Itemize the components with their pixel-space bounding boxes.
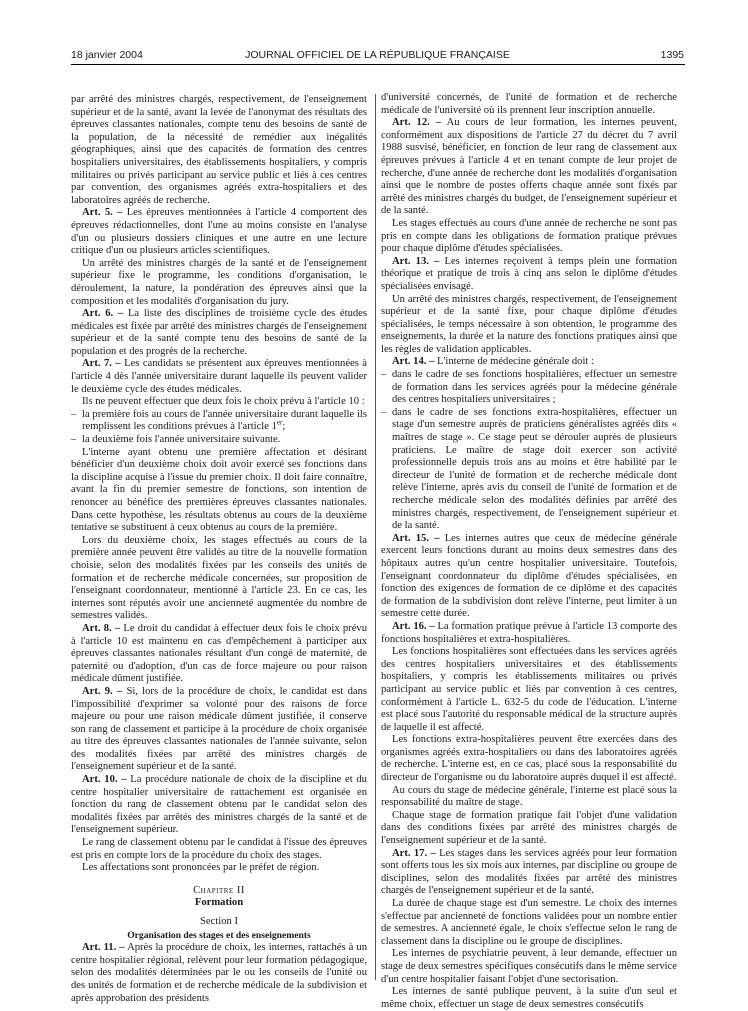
article-heading: Art. 6. – (82, 308, 124, 320)
paragraph: Au cours du stage de médecine générale, l'interne est placé sous la responsabilité du maître de stage. (381, 784, 677, 809)
article-heading: Art. 12. – (392, 117, 442, 129)
article-heading: Art. 5. – (82, 207, 123, 219)
article-heading: Art. 13. – (392, 255, 440, 267)
article-heading: Art. 8. – (82, 622, 121, 634)
article-text: Les stages dans les services agréés pour leur formation sont offerts tous les six mois aux internes, par discipline ou groupe de disciplines, selon des modalités fixées par arrêté des ministres chargés de l'enseignement supérieur et de la santé. (381, 847, 677, 897)
paragraph: L'interne ayant obtenu une première affectation et désirant bénéficier d'un deuxième choix doit avoir exercé ses fonctions dans la discipline acquise à l'issue du premier choix. Il doit faire connaître, avant la fin du premier semestre de fonctions, son intention de renoncer au bénéfice des premières épreuves classantes nationales. Dans cette hypothèse, les résultats obtenus au cours de la deuxième tentative se substituent à ceux obtenus au cours de la première. (71, 446, 367, 534)
section-number: Section I (200, 916, 238, 927)
chapter-title: Formation (194, 897, 244, 909)
paragraph: Un arrêté des ministres chargés de la santé et de l'enseignement supérieur fixe le programme, les conditions d'organisation, le déroulement, la nature, la pondération des épreuves ainsi que la composition et les modalités d'organisation du jury. (71, 257, 367, 307)
article-text: Les candidats se présentent aux épreuves mentionnées à l'article 4 dès l'année universitaire durant laquelle ils peuvent valider le deuxième cycle des études médicales. (71, 358, 367, 395)
article-8 (71, 623, 367, 686)
article-17 (381, 848, 677, 898)
paragraph: Les fonctions extra-hospitalières peuvent être exercées dans des organismes agréés extra-hospitaliers ou dans des laboratoires agréés de recherche. L'interne est, en ce cas, placé sous la responsabilité du directeur de l'organisme ou du laboratoire auprès duquel il est affecté. (381, 734, 677, 784)
article-15 (381, 533, 677, 621)
article-14 (381, 356, 677, 369)
article-heading: Art. 11. – (82, 942, 125, 954)
journal-title: JOURNAL OFFICIEL DE LA RÉPUBLIQUE FRANÇAISE (245, 49, 510, 61)
paragraph: Chaque stage de formation pratique fait l'objet d'une validation dans des conditions fixées par arrêté des ministres chargés de l'enseignement supérieur et de la santé. (381, 809, 677, 847)
article-heading: Art. 10. – (82, 774, 127, 786)
dash-list (71, 409, 367, 447)
paragraph: La durée de chaque stage est d'un semestre. Le choix des internes s'effectue par ancienneté de fonctions validées pour un nombre entier de semestres. A ancienneté égale, le choix s'effectue selon le rang de classement dans la discipline ou le groupe de disciplines. (381, 898, 677, 947)
section-title: Organisation des stages et des enseignements (127, 929, 311, 941)
dash-list (381, 369, 677, 533)
left-column (71, 94, 368, 1004)
article-7 (71, 358, 367, 396)
article-text: Les internes autres que ceux de médecine générale exercent leurs fonctions durant au moins deux semestres dans des hôpitaux autres qu'un centre hospitalier universitaire. Toutefois, l'enseignant coordonnateur du diplôme d'études spécialisées, en fonction des exigences de formation de ce diplôme et des capacités de formation de la subdivision dont relève l'interne, peut limiter à un semestre cette durée. (381, 532, 677, 620)
page-number: 1395 (660, 49, 684, 61)
issue-date: 18 janvier 2004 (71, 49, 143, 61)
article-5 (71, 207, 367, 257)
article-text: L'interne de médecine générale doit : (434, 356, 594, 368)
article-heading: Art. 15. – (392, 532, 440, 544)
list-item: – la première fois au cours de l'année universitaire durant laquelle ils remplissent les conditions prévues à l'article 1er; (71, 409, 367, 434)
article-heading: Art. 9. – (82, 685, 123, 697)
list-item: – dans le cadre de ses fonctions extra-hospitalières, effectuer un stage d'un semestre auprès de praticiens généralistes agréés dits « maîtres de stage ». Ce stage peut se dérouler auprès de plusieurs praticiens. Le maître de stage doit exercer son activité professionnelle depuis trois ans au moins et être habilité par le directeur de l'unité de formation et de recherche médicale dont relève l'interne, après avis du conseil de l'unité de formation et de recherche médicale selon des modalités définies par arrêté des ministres chargés, respectivement, de l'enseignement supérieur et de la santé. (381, 407, 677, 533)
list-item: – dans le cadre de ses fonctions hospitalières, effectuer un semestre de formation dans les services agréés pour la médecine générale des centres hospitaliers universitaires ; (381, 369, 677, 407)
chapter-number: Chapitre II (193, 884, 245, 896)
article-12 (381, 117, 677, 218)
article-text: La liste des disciplines de troisième cycle des études médicales est fixée par arrêté des ministres chargés de l'enseignement supérieur et de la santé compte tenu des besoins de santé de la population et des progrès de la recherche. (71, 308, 367, 357)
article-heading: Art. 16. – (392, 620, 435, 632)
article-10 (71, 774, 367, 837)
article-text: La formation pratique prévue à l'article 13 comporte des fonctions hospitalières et extra-hospitalières. (381, 620, 677, 645)
article-6 (71, 308, 367, 358)
article-13 (381, 256, 677, 294)
header-rule (71, 64, 685, 65)
article-text: Le droit du candidat à effectuer deux fois le choix prévu à l'article 10 est maintenu en cas d'empêchement à participer aux épreuves classantes nationales résultant d'un congé de maternité, de paternité ou d'adoption, d'un cas de force majeure ou pour raison médicale dûment justifiée. (71, 622, 368, 685)
right-column (381, 92, 677, 1010)
column-divider (375, 94, 376, 980)
paragraph: d'université concernés, de l'unité de formation et de recherche médicale de l'université où ils prennent leur inscription annuelle. (381, 92, 677, 116)
paragraph: Les stages effectués au cours d'une année de recherche ne sont pas pris en compte dans les obligations de formation pratique prévues pour chaque diplôme d'études spécialisées. (381, 217, 677, 255)
article-16 (381, 621, 677, 646)
chapter-heading (71, 885, 367, 942)
article-heading: Art. 14. – (392, 356, 435, 368)
page-header (71, 49, 684, 63)
article-9 (71, 686, 367, 774)
article-text: Au cours de leur formation, les internes peuvent, conformément aux dispositions de l'article 27 du décret du 7 avril 1988 susvisé, bénéficier, en fonction de leur rang de classement aux épreuves prévues à l'article 4 et en tenant compte de leur projet de recherche, d'une année de recherche dont les modalités d'organisation ainsi que le nombre de postes offerts chaque année sont fixés par arrêté des ministres chargés du budget, de l'enseignement supérieur et de la santé. (381, 117, 677, 217)
article-heading: Art. 17. – (392, 847, 436, 859)
list-item: – la deuxième fois l'année universitaire suivante. (71, 434, 367, 447)
paragraph: Le rang de classement obtenu par le candidat à l'issue des épreuves est pris en compte lors de la procédure du choix des stages. (71, 837, 367, 861)
article-heading: Art. 7. – (82, 358, 121, 370)
paragraph: par arrêté des ministres chargés, respectivement, de l'enseignement supérieur et de la santé, avant la levée de l'anonymat des résultats des épreuves classantes nationales, compte tenu des besoins de santé de la population, de la nécessité de remédier aux inégalités géographiques, ainsi que des capacités de formation des centres hospitaliers universitaires, des établissements hospitaliers, y compris militaires ou privés participant au service public et liés à ces centres par convention, des organismes agréés extra-hospitaliers et des laboratoires agréés de recherche. (71, 94, 367, 206)
paragraph: Un arrêté des ministres chargés, respectivement, de l'enseignement supérieur et de la santé fixe, pour chaque diplôme d'études spécialisées, le temps nécessaire à son obtention, le programme des enseignements, la durée et la nature des fonctions pratiques ainsi que les règles de validation applicables. (381, 293, 677, 355)
paragraph: Les fonctions hospitalières sont effectuées dans les services agréés des centres hospitaliers universitaires et des établissements hospitaliers, y compris les établissements militaires ou privés participant au service public et liés par convention à ces centres, conformément à l'article L. 632-5 du code de l'éducation. L'interne est placé sous l'autorité du responsable médical de la structure auprès de laquelle il est affecté. (381, 646, 677, 733)
paragraph: Les internes de santé publique peuvent, à la suite d'un seul et même choix, effectuer un stage de deux semestres consécutifs (381, 986, 677, 1010)
article-text: Si, lors de la procédure de choix, le candidat est dans l'impossibilité d'exprimer sa volonté pour des raisons de force majeure ou pour une raison médicale dûment justifiée, il conserve son rang de classement et participe à la procédure de choix organisée au titre des épreuves classantes nationales de l'année suivante, selon des modalités fixées par arrêté des ministres chargés de l'enseignement supérieur et de la santé. (71, 685, 367, 773)
paragraph: Lors du deuxième choix, les stages effectués au cours de la première année peuvent être validés au titre de la nouvelle formation choisie, selon des modalités fixées par les conseils des unités de formation et de recherche médicale concernées, sur proposition de l'enseignant coordonnateur, mentionné à l'article 23. En ce cas, les internes sont réputés avoir une ancienneté augmentée du nombre de semestres validés. (71, 534, 367, 622)
paragraph: Les affectations sont prononcées par le préfet de région. (82, 862, 320, 874)
article-text: Les épreuves mentionnées à l'article 4 comportent des épreuves rédactionnelles, dont l'une au moins consiste en l'analyse d'un ou plusieurs dossiers cliniques et une autre en une lecture critique d'un ou plusieurs articles scientifiques. (71, 207, 367, 257)
paragraph: Ils ne peuvent effectuer que deux fois le choix prévu à l'article 10 : (82, 396, 365, 408)
article-text: Les internes reçoivent à temps plein une formation théorique et pratique de trois à cinq ans selon le diplôme d'études spécialisées envisagé. (381, 255, 677, 292)
article-11 (71, 942, 367, 1005)
paragraph: Les internes de psychiatrie peuvent, à leur demande, effectuer un stage de deux semestres spécifiques consécutifs dans le même service d'un centre hospitalier faisant l'objet d'une sectorisation. (381, 948, 677, 985)
article-text: La procédure nationale de choix de la discipline et du centre hospitalier universitaire de rattachement est organisée en fonction du rang de classement obtenu par le candidat selon des modalités fixées par arrêtés des ministres chargés de la santé et de l'enseignement supérieur. (71, 774, 367, 836)
article-text: Après la procédure de choix, les internes, rattachés à un centre hospitalier régional, relèvent pour leur formation pédagogique, selon des modalités déterminées par le ou les conseils de l'unité ou des unités de formation et de recherche médicale de la subdivision et après approbation des présidents (71, 942, 367, 1004)
